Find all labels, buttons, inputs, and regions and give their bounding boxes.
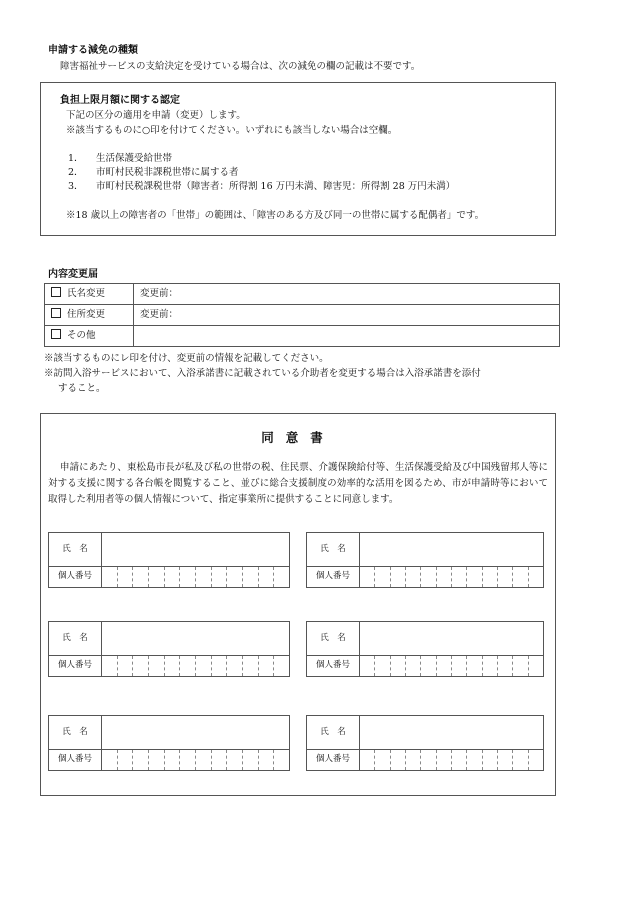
change-name-before-field[interactable]: 変更前： <box>134 284 560 305</box>
personal-number-label: 個人番号 <box>307 656 360 677</box>
personal-number-label: 個人番号 <box>307 567 360 588</box>
consent-body: 申請にあたり、東松島市長が私及び私の世帯の税、住民票、介護保険給付等、生活保護受給及び中国残留邦人等に対する支援に関する各台帳を閲覧すること、並びに総合支援制度の効率的な活用を図るため、市が申請時等において取得した利用者等の個人情報について、指定事業所に提供することに同意します。 <box>48 462 548 505</box>
change-note-1: ※該当するものにレ印を付け、変更前の情報を記載してください。 <box>44 353 329 364</box>
personal-number-label: 個人番号 <box>49 567 102 588</box>
change-table <box>44 283 560 347</box>
personal-number-label: 個人番号 <box>49 656 102 677</box>
reduction-section-note: 障害福祉サービスの支給決定を受けている場合は、次の減免の欄の記載は不要です。 <box>60 61 421 72</box>
reduction-item-label: 市町村民税非課税世帯に属する者 <box>96 167 239 178</box>
change-row-address <box>45 305 560 326</box>
consent-title: 同意書 <box>261 430 335 445</box>
consent-entry-left-2 <box>48 621 290 677</box>
reduction-item-label: 市町村民税課税世帯（障害者：所得割 16 万円未満、障害児：所得割 28 万円未満） <box>96 181 456 192</box>
reduction-item-label: 生活保護受給世帯 <box>96 153 173 164</box>
name-label: 氏 名 <box>49 716 102 750</box>
consent-entry-left-3 <box>48 715 290 771</box>
change-section-title: 内容変更届 <box>48 269 98 280</box>
name-field[interactable] <box>102 716 290 750</box>
checkbox[interactable] <box>51 287 61 297</box>
consent-entry-left-1 <box>48 532 290 588</box>
reduction-box-footnote: ※18 歳以上の障害者の「世帯」の範囲は、「障害のある方及び同一の世帯に属する配偶者」です。 <box>66 210 485 221</box>
consent-entry-right-3 <box>306 715 544 771</box>
change-row-other <box>45 326 560 347</box>
reduction-box-instruction: 下記の区分の適用を申請（変更）します。 <box>66 110 246 121</box>
name-field[interactable] <box>360 716 544 750</box>
checkbox[interactable] <box>51 329 61 339</box>
personal-number-label: 個人番号 <box>49 750 102 771</box>
name-label: 氏 名 <box>307 533 360 567</box>
change-address-label: 住所変更 <box>67 309 106 321</box>
consent-entry-right-2 <box>306 621 544 677</box>
personal-number-field[interactable] <box>102 750 290 771</box>
personal-number-field[interactable] <box>360 656 544 677</box>
reduction-item-number: 1． <box>68 153 84 164</box>
personal-number-label: 個人番号 <box>307 750 360 771</box>
name-label: 氏 名 <box>49 533 102 567</box>
reduction-box-title: 負担上限月額に関する認定 <box>60 95 180 106</box>
change-row-name <box>45 284 560 305</box>
change-name-label: 氏名変更 <box>67 288 106 300</box>
change-other-checkbox-cell[interactable] <box>45 326 134 347</box>
change-name-checkbox-cell[interactable] <box>45 284 134 305</box>
personal-number-field[interactable] <box>102 567 290 588</box>
change-other-label: その他 <box>67 330 96 342</box>
reduction-item-number: 3． <box>68 181 84 192</box>
change-address-before-field[interactable]: 変更前： <box>134 305 560 326</box>
reduction-section-title: 申請する減免の種類 <box>48 45 138 56</box>
checkbox[interactable] <box>51 308 61 318</box>
change-other-field[interactable] <box>134 326 560 347</box>
name-field[interactable] <box>102 533 290 567</box>
reduction-box-note: ※該当するものに○印を付けてください。いずれにも該当しない場合は空欄。 <box>66 125 398 136</box>
consent-entry-right-1 <box>306 532 544 588</box>
change-address-checkbox-cell[interactable] <box>45 305 134 326</box>
name-label: 氏 名 <box>307 716 360 750</box>
reduction-item-number: 2． <box>68 167 84 178</box>
name-label: 氏 名 <box>49 622 102 656</box>
name-field[interactable] <box>360 622 544 656</box>
name-field[interactable] <box>360 533 544 567</box>
name-label: 氏 名 <box>307 622 360 656</box>
change-note-2-continued: すること。 <box>58 383 106 394</box>
personal-number-field[interactable] <box>102 656 290 677</box>
change-note-2: ※訪問入浴サービスにおいて、入浴承諾書に記載されている介助者を変更する場合は入浴承諾書を添付 <box>44 368 481 379</box>
name-field[interactable] <box>102 622 290 656</box>
personal-number-field[interactable] <box>360 567 544 588</box>
personal-number-field[interactable] <box>360 750 544 771</box>
